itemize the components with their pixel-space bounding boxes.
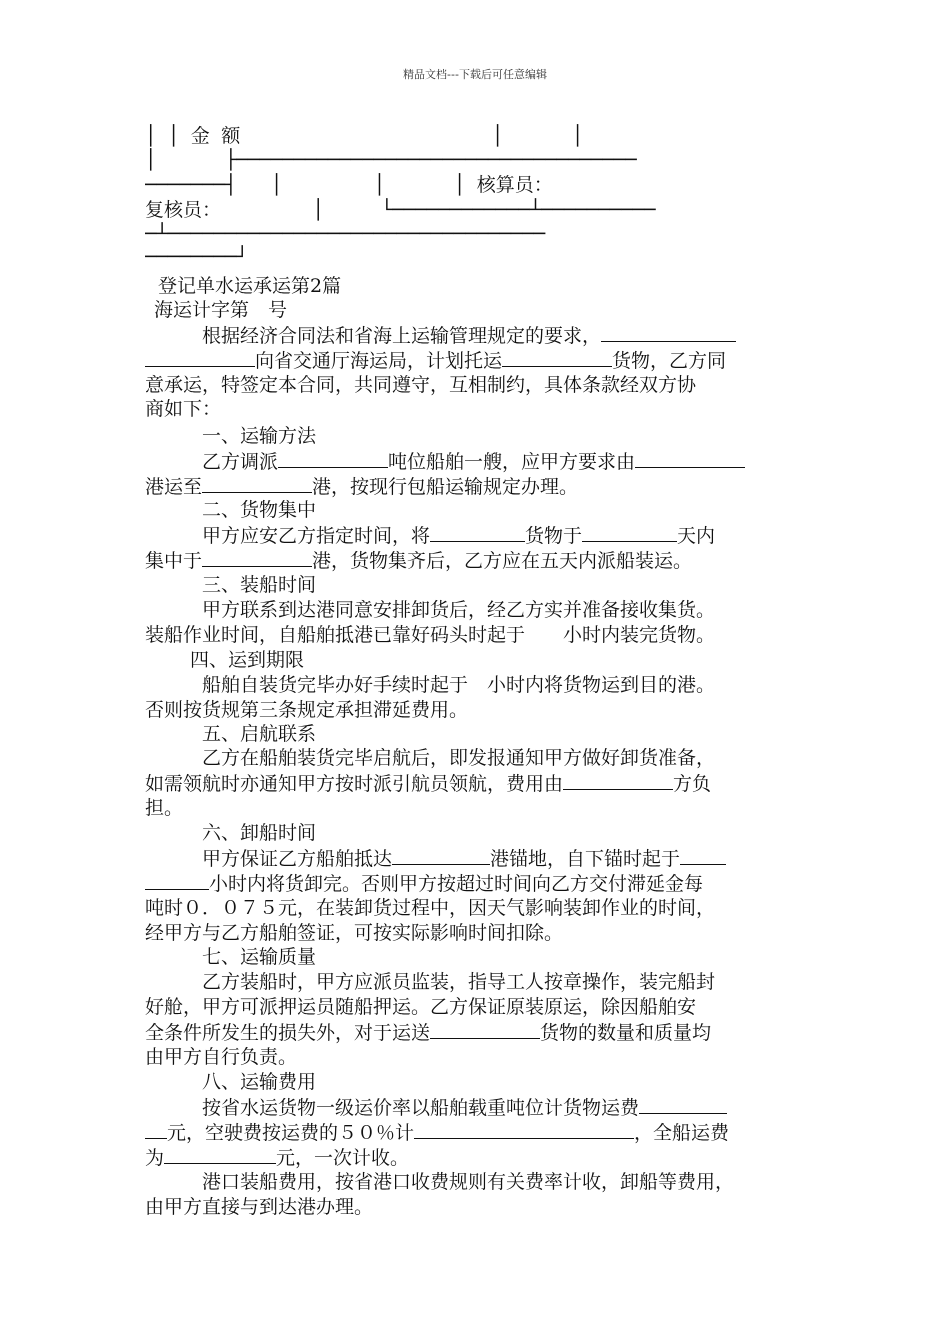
section-heading: 五、启航联系 <box>202 723 317 745</box>
paragraph-text: 否则按货规第三条规定承担滞延费用。 <box>145 699 469 721</box>
paragraph-text: 向省交通厅海运局，计划托运 <box>255 350 503 372</box>
section-heading: 八、运输费用 <box>202 1071 317 1093</box>
table-line: 复核员： │ └────────────┴────────── <box>145 199 656 221</box>
fill-blank <box>563 771 673 790</box>
fill-blank <box>502 348 612 367</box>
paragraph-text: 船舶自装货完毕办好手续时起于 小时内将货物运到目的港。 <box>202 674 716 696</box>
section-heading: 二、货物集中 <box>202 499 317 521</box>
section-heading: 七、运输质量 <box>202 946 317 968</box>
paragraph-text: 吨位船舶一艘，应甲方要求由 <box>388 451 636 473</box>
fill-blank <box>145 871 209 890</box>
paragraph-text: 货物于 <box>525 525 583 547</box>
section-heading: 四、运到期限 <box>190 649 305 671</box>
paragraph-text: 根据经济合同法和省海上运输管理规定的要求， <box>202 325 602 347</box>
paragraph-text: 乙方调派 <box>202 451 279 473</box>
fill-blank <box>582 523 677 542</box>
contract-number: 海运计字第 号 <box>154 299 288 321</box>
paragraph-text: 甲方联系到达港同意安排卸货后，经乙方实并准备接收集货。 <box>202 599 716 621</box>
fill-blank <box>164 1145 276 1164</box>
paragraph-text: 如需领航时亦通知甲方按时派引航员领航，费用由 <box>145 773 564 795</box>
paragraph-text: 乙方在船舶装货完毕启航后，即发报通知甲方做好卸货准备， <box>202 747 716 769</box>
page-header: 精品文档---下载后可任意编辑 <box>403 68 547 81</box>
fill-blank <box>392 846 490 865</box>
paragraph-text: 方负 <box>673 773 712 795</box>
paragraph-text: 港锚地，自下锚时起于 <box>490 848 681 870</box>
paragraph-text: 甲方保证乙方船舶抵达 <box>202 848 393 870</box>
paragraph-text: 集中于 <box>145 550 203 572</box>
fill-blank <box>278 449 388 468</box>
paragraph-text: 天内 <box>677 525 716 547</box>
fill-blank <box>202 474 312 493</box>
paragraph-text: 意承运，特签定本合同，共同遵守，互相制约，具体条款经双方协 <box>145 374 697 396</box>
fill-blank <box>145 1120 167 1139</box>
paragraph-text: 由甲方自行负责。 <box>145 1046 298 1068</box>
fill-blank <box>414 1120 634 1139</box>
paragraph-text: 港，按现行包船运输规定办理。 <box>312 476 579 498</box>
fill-blank <box>145 348 255 367</box>
paragraph-text: 货物的数量和质量均 <box>540 1022 712 1044</box>
paragraph-text: 甲方应安乙方指定时间，将 <box>202 525 431 547</box>
paragraph-text: 吨时０．０７５元，在装卸货过程中，因天气影响装卸作业的时间， <box>145 897 716 919</box>
table-line: │ │ 金 额 │ │ <box>145 125 584 147</box>
paragraph-text: 港，货物集齐后，乙方应在五天内派船装运。 <box>312 550 693 572</box>
table-line: │ ├─────────────────────────────────── <box>145 149 637 171</box>
paragraph-text: 经甲方与乙方船舶签证，可按实际影响时间扣除。 <box>145 922 564 944</box>
fill-blank <box>202 548 312 567</box>
paragraph-text: 货物，乙方同 <box>612 350 727 372</box>
paragraph-text: 为 <box>145 1147 165 1169</box>
document-title: 登记单水运承运第2篇 <box>158 275 342 297</box>
fill-blank <box>430 523 525 542</box>
fill-blank <box>639 1095 727 1114</box>
paragraph-text: 商如下： <box>145 398 222 420</box>
section-heading: 一、运输方法 <box>202 425 317 447</box>
paragraph-text: 港运至 <box>145 476 203 498</box>
fill-blank <box>430 1020 540 1039</box>
fill-blank <box>601 323 736 342</box>
paragraph-text: 装船作业时间，自船舶抵港已靠好码头时起于 小时内装完货物。 <box>145 624 716 646</box>
fill-blank <box>680 846 726 865</box>
paragraph-text: 小时内将货卸完。否则甲方按超过时间向乙方交付滞延金每 <box>209 873 704 895</box>
paragraph-text: 元，空驶费按运费的５０％计 <box>167 1122 415 1144</box>
section-heading: 三、装船时间 <box>202 574 317 596</box>
paragraph-text: 担。 <box>145 797 184 819</box>
paragraph-text: 好舱，甲方可派押运员随船押运。乙方保证原装原运，除因船舶安 <box>145 996 697 1018</box>
section-heading: 六、卸船时间 <box>202 822 317 844</box>
paragraph-text: 全条件所发生的损失外，对于运送 <box>145 1022 431 1044</box>
paragraph-text: 乙方装船时，甲方应派员监装，指导工人按章操作，装完船封 <box>202 971 716 993</box>
paragraph-text: 港口装船费用，按省港口收费规则有关费率计收，卸船等费用， <box>202 1171 735 1193</box>
table-line: ───────┤ │ │ │ 核算员： <box>145 174 553 196</box>
paragraph-text: 元，一次计收。 <box>276 1147 410 1169</box>
paragraph-text: 由甲方直接与到达港办理。 <box>145 1196 374 1218</box>
table-line: ─┴───────────────────────────────── <box>145 223 546 245</box>
fill-blank <box>635 449 745 468</box>
table-line: ────────┘ <box>145 246 248 268</box>
paragraph-text: 按省水运货物一级运价率以船舶载重吨位计货物运费 <box>202 1097 640 1119</box>
paragraph-text: ，全船运费 <box>634 1122 730 1144</box>
